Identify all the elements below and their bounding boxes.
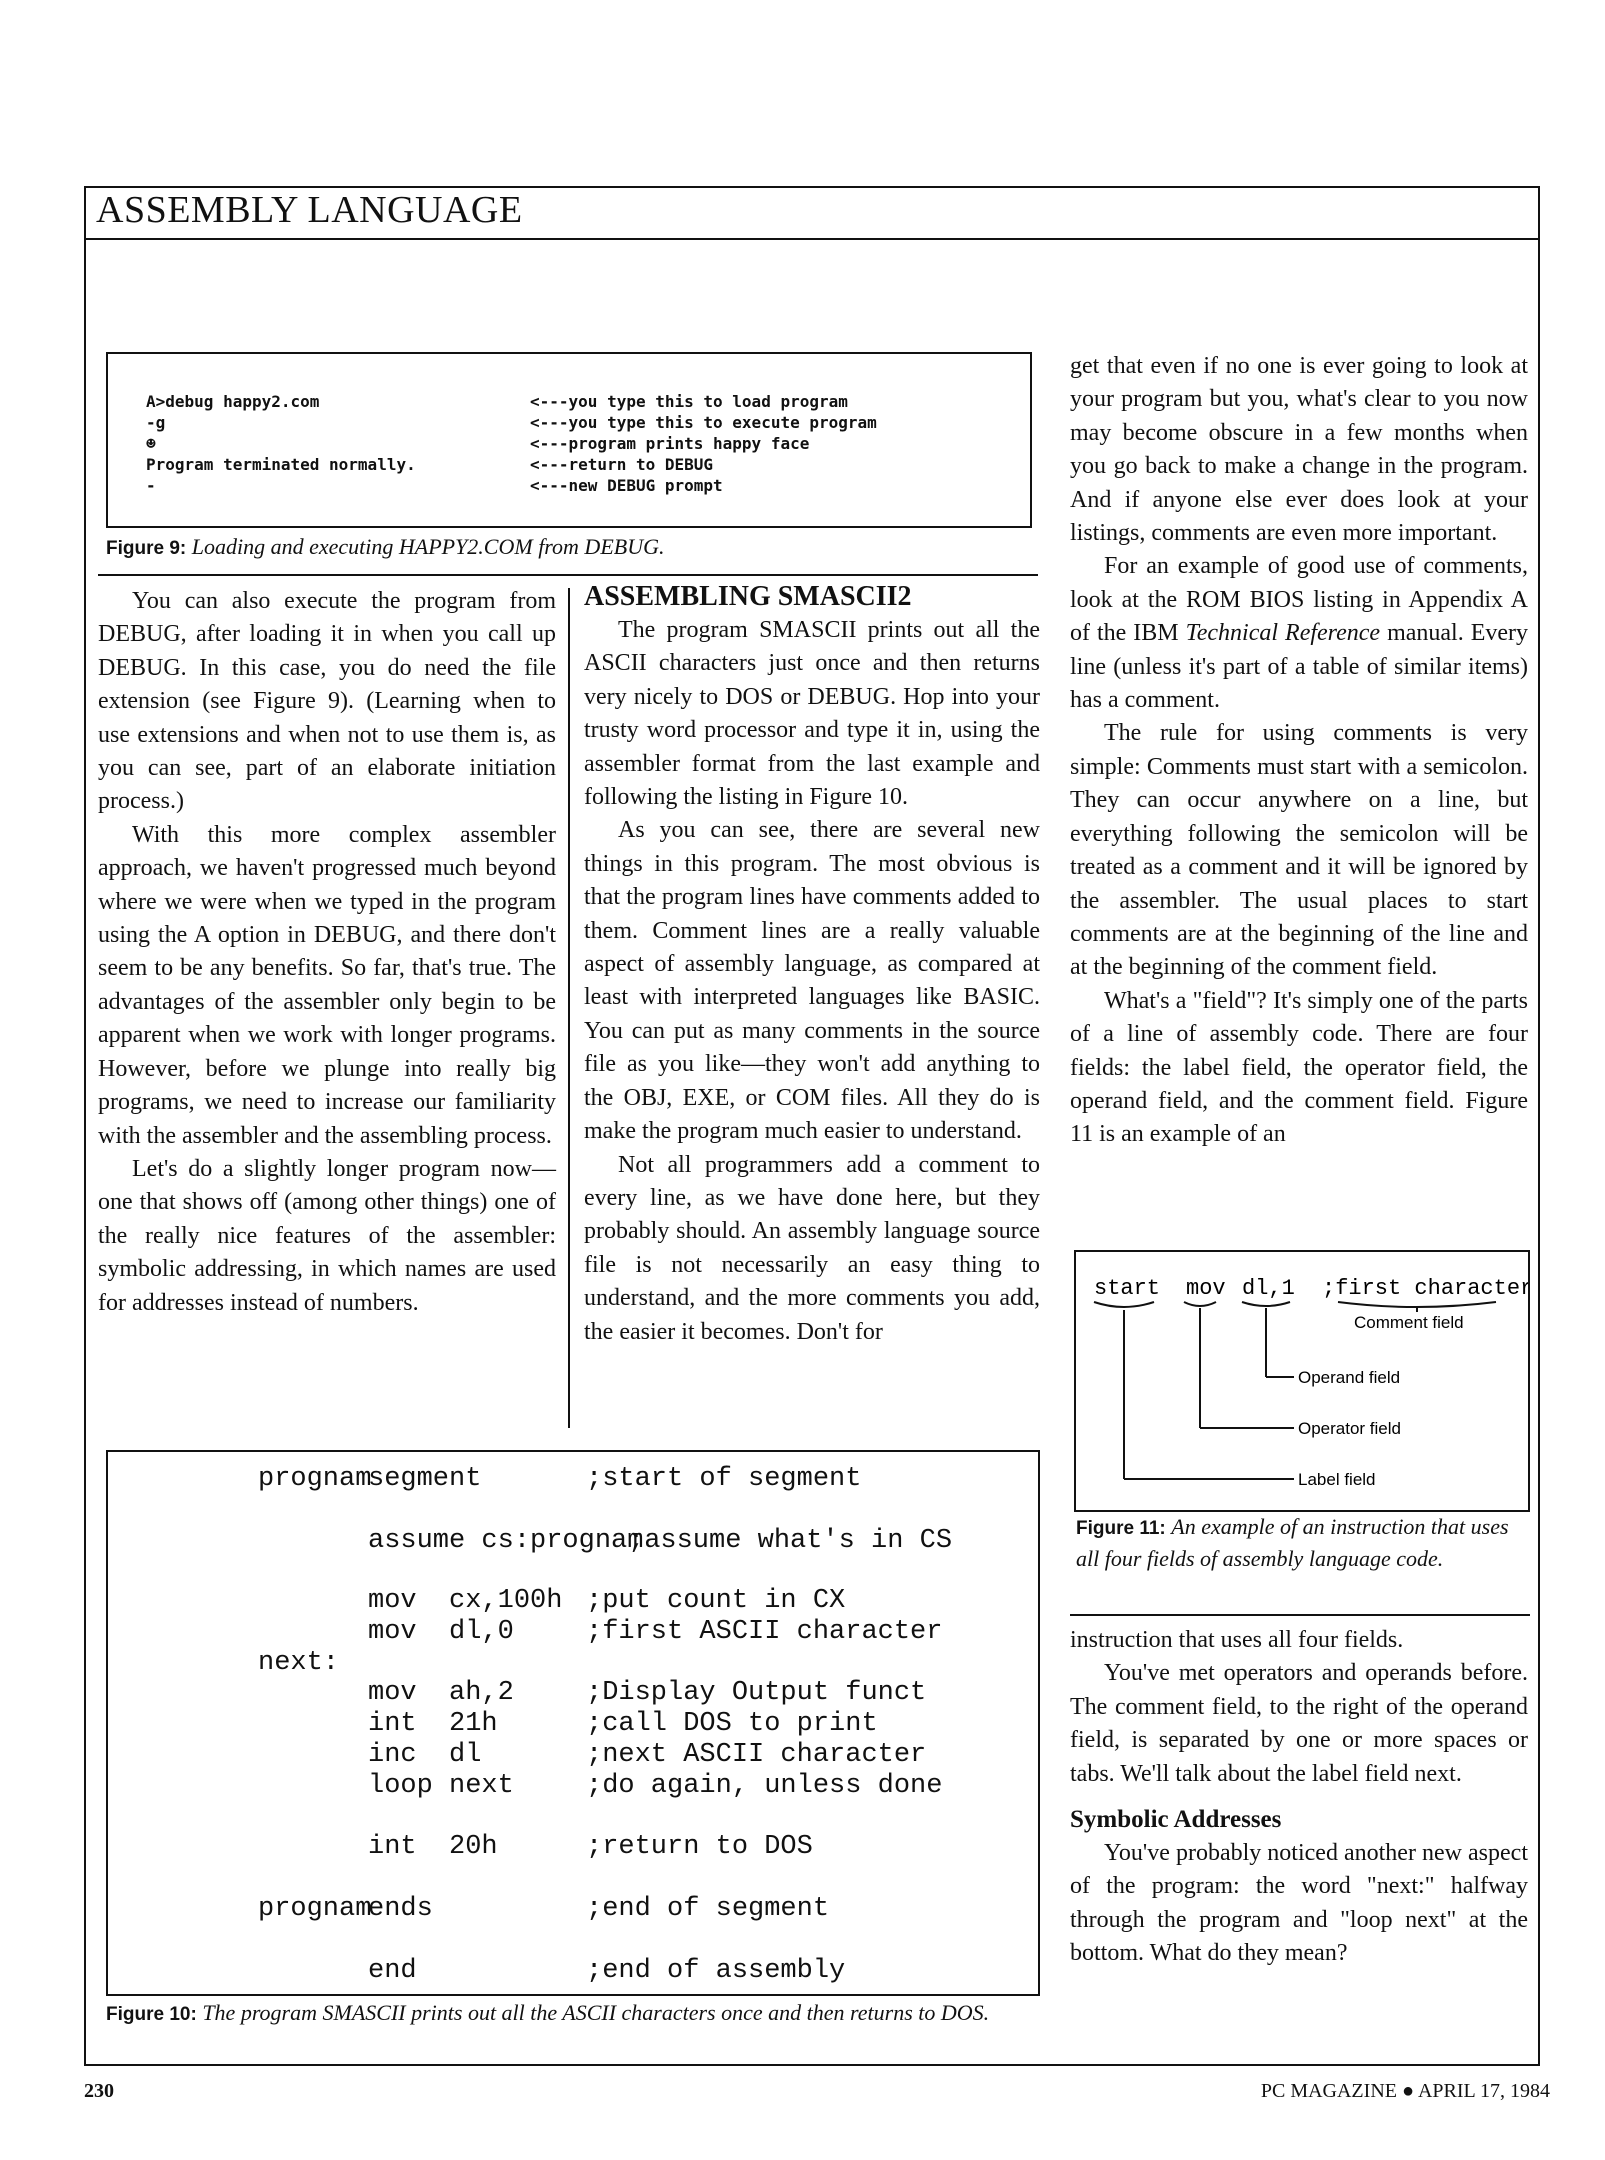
fig9-right-0: <---you type this to load program bbox=[530, 392, 848, 411]
code-comment: ;return to DOS bbox=[586, 1832, 813, 1862]
col3-paragraph: instruction that uses all four fields. bbox=[1070, 1627, 1404, 1653]
col1-paragraph: Let's do a slightly longer program now—one that shows off (among other things) one of the really nice features of the assembler: symbolic addressing, in which names are used for addresses instead of numbers. bbox=[98, 1155, 556, 1316]
col1-paragraph: With this more complex assembler approach, we haven't progressed much beyond where we were when we typed in the program using the A option in DEBUG, and there don't seem to be any benefits. So far, that's true. The advantages of the assembler only begin to be apparent when we work with longer programs. However, before we plunge into really big programs, we need to increase our familiarity with the assembler and the assembling process. bbox=[98, 821, 556, 1149]
code-instr: loop next bbox=[368, 1771, 514, 1801]
col2-paragraph: The program SMASCII prints out all the ASCII characters just once and then returns very nicely to DOS or DEBUG. Hop into your trusty word processor and type it in, using the assembler format from the last example and following the listing in Figure 10. bbox=[584, 617, 1040, 811]
fig9-left-1: -g bbox=[146, 413, 166, 432]
figure-9-caption bbox=[106, 532, 1036, 564]
code-comment: ;end of segment bbox=[586, 1894, 830, 1924]
fig11-comment-field-label: Comment field bbox=[1354, 1313, 1464, 1332]
fig9-right-3: <---return to DEBUG bbox=[530, 455, 714, 474]
col3-paragraph bbox=[1070, 550, 1528, 717]
code-instr: mov ah,2 bbox=[368, 1678, 514, 1708]
col3-tech-ref: Technical Reference bbox=[1185, 620, 1381, 647]
col1-paragraph: You can also execute the program from DEBUG, after loading it in when you call up DEBUG. In this case, you do need the file extension (see Figure 9). (Learning when to use extensions and when not to use them is, as you can see, part of an elaborate initiation process.) bbox=[98, 588, 556, 815]
code-instr: mov cx,100h bbox=[368, 1586, 563, 1616]
column-2 bbox=[584, 580, 1040, 1349]
code-instr: segment bbox=[368, 1464, 482, 1494]
figure-11-box bbox=[1074, 1250, 1530, 1512]
col3-paragraph: get that even if no one is ever going to look at your program but you, what's clear to you now may become obscure in a few months when you go back to make a change in the program. And if anyone else ever does look at your listings, comments are even more important. bbox=[1070, 353, 1528, 547]
figure-9-caption-label: Figure 9: bbox=[106, 538, 187, 559]
code-comment: ;call DOS to print bbox=[586, 1709, 878, 1739]
figure-10-caption bbox=[106, 1998, 1040, 2030]
code-comment: ;first ASCII character bbox=[586, 1617, 943, 1647]
column-1 bbox=[98, 585, 556, 1320]
code-comment: ;assume what's in CS bbox=[628, 1526, 953, 1556]
col3-text: manual. Every line (unless it's part of a table of similar items) has a comment. bbox=[1070, 620, 1528, 714]
figure-11-caption bbox=[1076, 1512, 1532, 1574]
column-divider-1 bbox=[568, 588, 570, 1428]
col2-paragraph: Not all programmers add a comment to every line, as we have done here, but they probably should. An assembly language source file is not necessarily an easy thing to understand, and the more comments you add, the easier it becomes. Don't for bbox=[584, 1151, 1040, 1345]
figure-11-caption-text: An example of an instruction that uses all four fields of assembly language code. bbox=[1076, 1514, 1509, 1571]
code-instr: mov dl,0 bbox=[368, 1617, 514, 1647]
figure-11-diagram bbox=[1076, 1252, 1528, 1510]
fig9-right-2: <---program prints happy face bbox=[530, 434, 810, 453]
code-instr: inc dl bbox=[368, 1740, 482, 1770]
code-comment: ;put count in CX bbox=[586, 1586, 846, 1616]
fig9-left-4: - bbox=[146, 476, 156, 495]
section-title: ASSEMBLY LANGUAGE bbox=[96, 189, 523, 231]
code-comment: ;Display Output funct bbox=[586, 1678, 927, 1708]
fig9-right-4: <---new DEBUG prompt bbox=[530, 476, 723, 495]
fig11-operand-token: dl,1 bbox=[1242, 1276, 1295, 1301]
fig9-left-0: A>debug happy2.com bbox=[146, 392, 320, 411]
code-comment: ;start of segment bbox=[586, 1464, 862, 1494]
column-3 bbox=[1070, 350, 1528, 1152]
col3-paragraph: The rule for using comments is very simple: Comments must start with a semicolon. They can occur anywhere on a line, but everything following the semicolon will be treated as a comment and it will be ignored by the assembler. The usual places to start comments are at the beginning of the line and at the beginning of the comment field. bbox=[1070, 720, 1528, 981]
figure-11-caption-label: Figure 11: bbox=[1076, 1518, 1166, 1539]
magazine-footer: PC MAGAZINE ● APRIL 17, 1984 bbox=[1260, 2080, 1550, 2102]
code-instr: ends bbox=[368, 1894, 433, 1924]
figure-11-rule bbox=[1070, 1614, 1530, 1616]
code-instr: int 20h bbox=[368, 1832, 498, 1862]
figure-9-box bbox=[106, 352, 1032, 528]
code-instr: assume cs:prognam bbox=[368, 1526, 644, 1556]
fig11-operator-token: mov bbox=[1186, 1276, 1226, 1301]
figure-10-box bbox=[106, 1450, 1040, 1996]
code-label: next: bbox=[258, 1648, 340, 1678]
fig11-operand-field-label: Operand field bbox=[1298, 1368, 1401, 1387]
page-number: 230 bbox=[84, 2080, 114, 2102]
col3-paragraph: You've met operators and operands before. The comment field, to the right of the operand field, is separated by one or more spaces or tabs. We'll talk about the label field next. bbox=[1070, 1660, 1528, 1787]
fig9-left-2: ☻ bbox=[146, 434, 156, 453]
figure-10-caption-label: Figure 10: bbox=[106, 2004, 197, 2025]
code-comment: ;end of assembly bbox=[586, 1956, 846, 1986]
figure-10-caption-text: The program SMASCII prints out all the ASCII characters once and then returns to DOS. bbox=[202, 2000, 990, 2025]
col2-heading: ASSEMBLING SMASCII2 bbox=[584, 581, 912, 612]
section-header bbox=[84, 186, 1540, 240]
col3-paragraph: You've probably noticed another new aspect of the program: the word "next:" halfway through the program and "loop next" at the bottom. What do they mean? bbox=[1070, 1840, 1528, 1967]
col2-paragraph: As you can see, there are several new things in this program. The most obvious is that the program lines have comments added to them. Comment lines are a really valuable aspect of assembly language, as compared at least with interpreted languages like BASIC. You can put as many comments in the source file as you like—they won't add anything to the OBJ, EXE, or COM files. All they do is make the program much easier to understand. bbox=[584, 817, 1040, 1145]
col3-paragraph: What's a "field"? It's simply one of the parts of a line of assembly code. There are four fields: the label field, the operator field, the operand field, and the comment field. Figure 11 is an example of an bbox=[1070, 987, 1528, 1148]
code-label: prognam bbox=[258, 1464, 372, 1494]
figure-9-caption-text: Loading and executing HAPPY2.COM from DEBUG. bbox=[191, 534, 665, 559]
fig11-label-field-label: Label field bbox=[1298, 1470, 1376, 1489]
col3-subheading: Symbolic Addresses bbox=[1070, 1806, 1282, 1834]
fig9-right-1: <---you type this to execute program bbox=[530, 413, 877, 432]
code-comment: ;do again, unless done bbox=[586, 1771, 943, 1801]
figure-9-rule bbox=[98, 574, 1038, 576]
code-comment: ;next ASCII character bbox=[586, 1740, 927, 1770]
fig9-left-3: Program terminated normally. bbox=[146, 455, 416, 474]
fig11-label-token: start bbox=[1094, 1276, 1161, 1301]
fig11-comment-token: ;first character bbox=[1322, 1276, 1528, 1301]
code-label: prognam bbox=[258, 1894, 372, 1924]
column-3-continued bbox=[1070, 1624, 1528, 1971]
col3-text: For an example of good use of comments, look at the ROM BIOS listing in Appendix A of the IBM bbox=[1070, 553, 1528, 647]
code-instr: end bbox=[368, 1956, 417, 1986]
code-instr: int 21h bbox=[368, 1709, 498, 1739]
fig11-operator-field-label: Operator field bbox=[1298, 1419, 1401, 1438]
